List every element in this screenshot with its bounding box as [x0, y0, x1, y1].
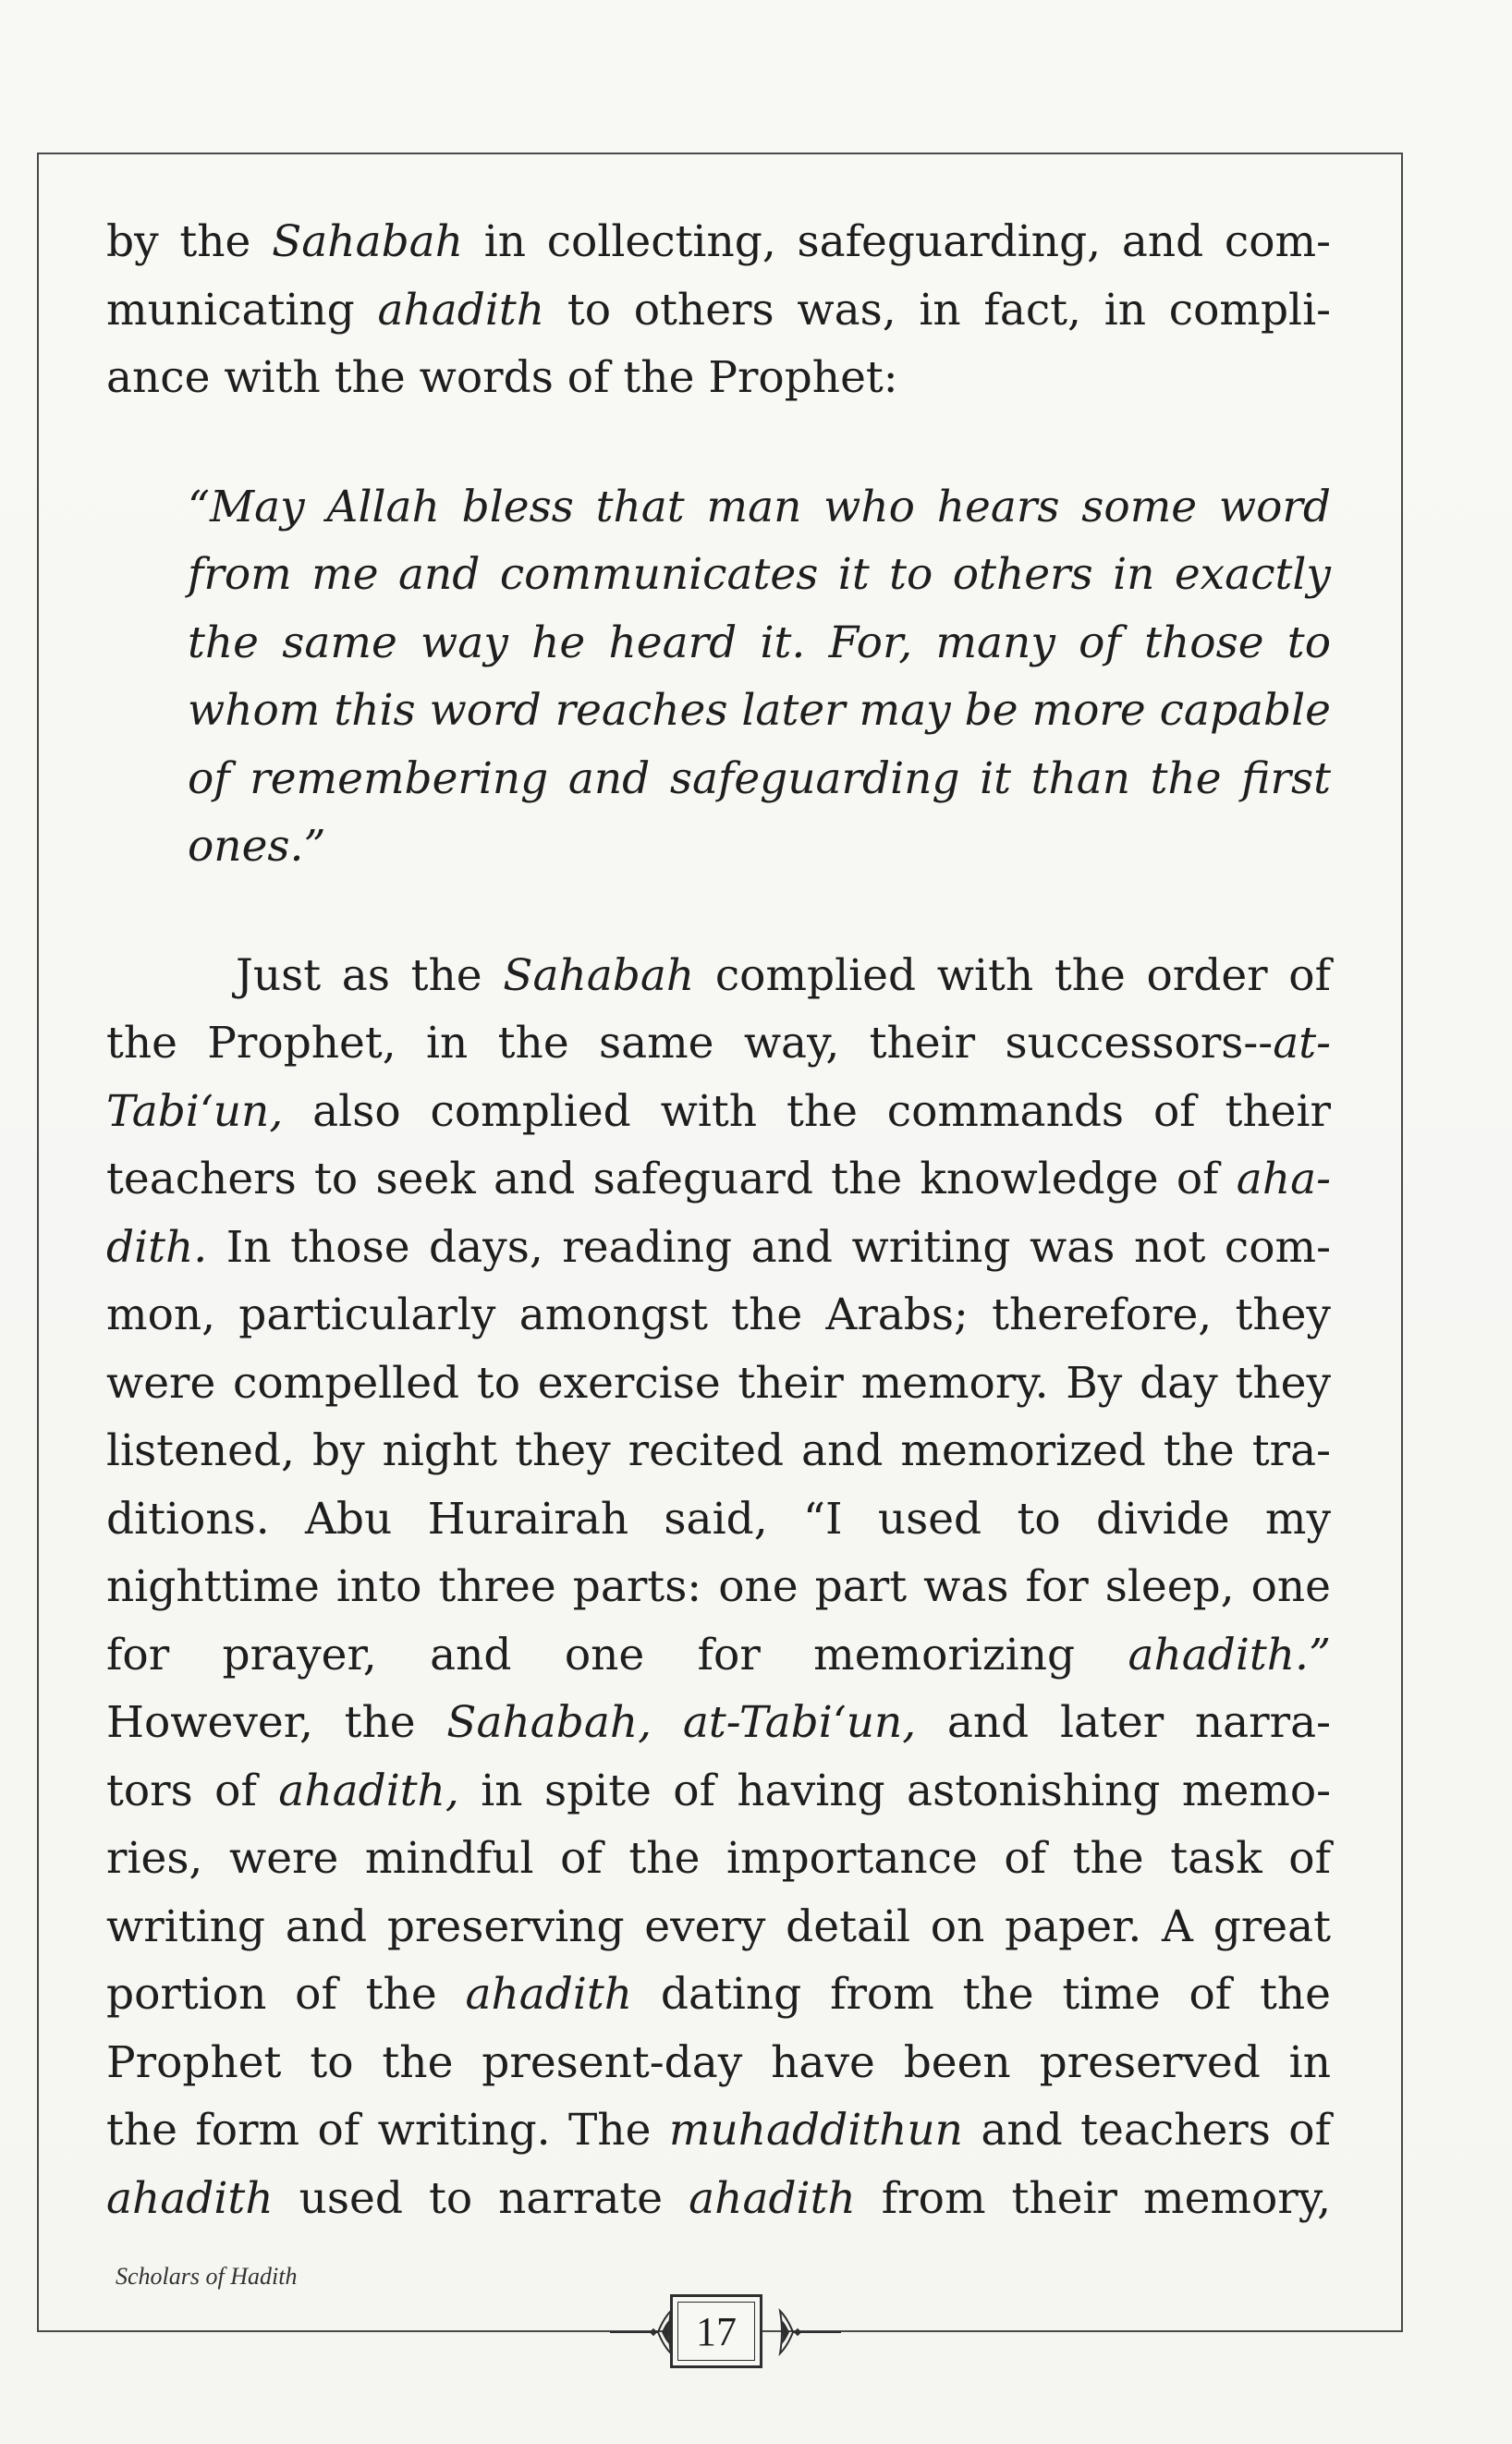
body-text: [106, 208, 1331, 2232]
text-line: for prayer, and one for memorizing ahadith.”: [106, 1629, 1331, 1680]
text-line: Just as the Sahabah complied with the order of: [236, 949, 1331, 1001]
paragraph-2: [106, 942, 1331, 2233]
page-number: 17: [670, 2294, 762, 2368]
text-line: writing and preserving every detail on paper. A great: [106, 1900, 1331, 1952]
text-line: the Prophet, in the same way, their successors--at-: [106, 1018, 1331, 1069]
text-line: dith. In those days, reading and writing was not com-: [106, 1221, 1331, 1273]
text-line: ries, were mindful of the importance of the task of: [106, 1833, 1331, 1884]
quote-line: of remembering and safeguarding it than the first: [188, 752, 1331, 804]
text-line: ance with the words of the Prophet:: [106, 352, 898, 403]
text-line: by the Sahabah in collecting, safeguarding, and com-: [106, 216, 1331, 267]
quote-line: ones.”: [188, 821, 326, 872]
text-line: the form of writing. The muhaddithun and teachers of: [106, 2105, 1332, 2156]
text-line: nighttime into three parts: one part was for sleep, one: [106, 1561, 1331, 1612]
text-line: Tabi‘un, also complied with the commands of their: [106, 1085, 1331, 1137]
prophet-quote: [106, 473, 1331, 881]
quote-line: from me and communicates it to others in exactly: [188, 549, 1331, 600]
text-line: municating ahadith to others was, in fact, in compli-: [106, 284, 1331, 336]
text-line: tors of ahadith, in spite of having astonishing memo-: [106, 1765, 1331, 1816]
paragraph-1: [106, 208, 1331, 412]
quote-line: “May Allah bless that man who hears some word: [188, 481, 1331, 532]
text-line: portion of the ahadith dating from the time of the: [106, 1969, 1331, 2020]
text-line: ditions. Abu Hurairah said, “I used to divide my: [106, 1493, 1331, 1545]
text-line: Prophet to the present-day have been preserved in: [106, 2036, 1331, 2088]
text-line: were compelled to exercise their memory. By day they: [106, 1357, 1331, 1409]
text-line: teachers to seek and safeguard the knowledge of aha-: [106, 1154, 1331, 1204]
running-footer-title: Scholars of Hadith: [116, 2263, 298, 2290]
quote-line: the same way he heard it. For, many of those to: [188, 617, 1331, 668]
text-line: However, the Sahabah, at-Tabi‘un, and later narra-: [106, 1697, 1332, 1748]
quote-line: whom this word reaches later may be more capable: [188, 685, 1331, 736]
text-line: ahadith used to narrate ahadith from their memory,: [106, 2172, 1332, 2224]
text-line: listened, by night they recited and memorized the tra-: [106, 1425, 1331, 1476]
text-line: mon, particularly amongst the Arabs; therefore, they: [106, 1289, 1331, 1340]
